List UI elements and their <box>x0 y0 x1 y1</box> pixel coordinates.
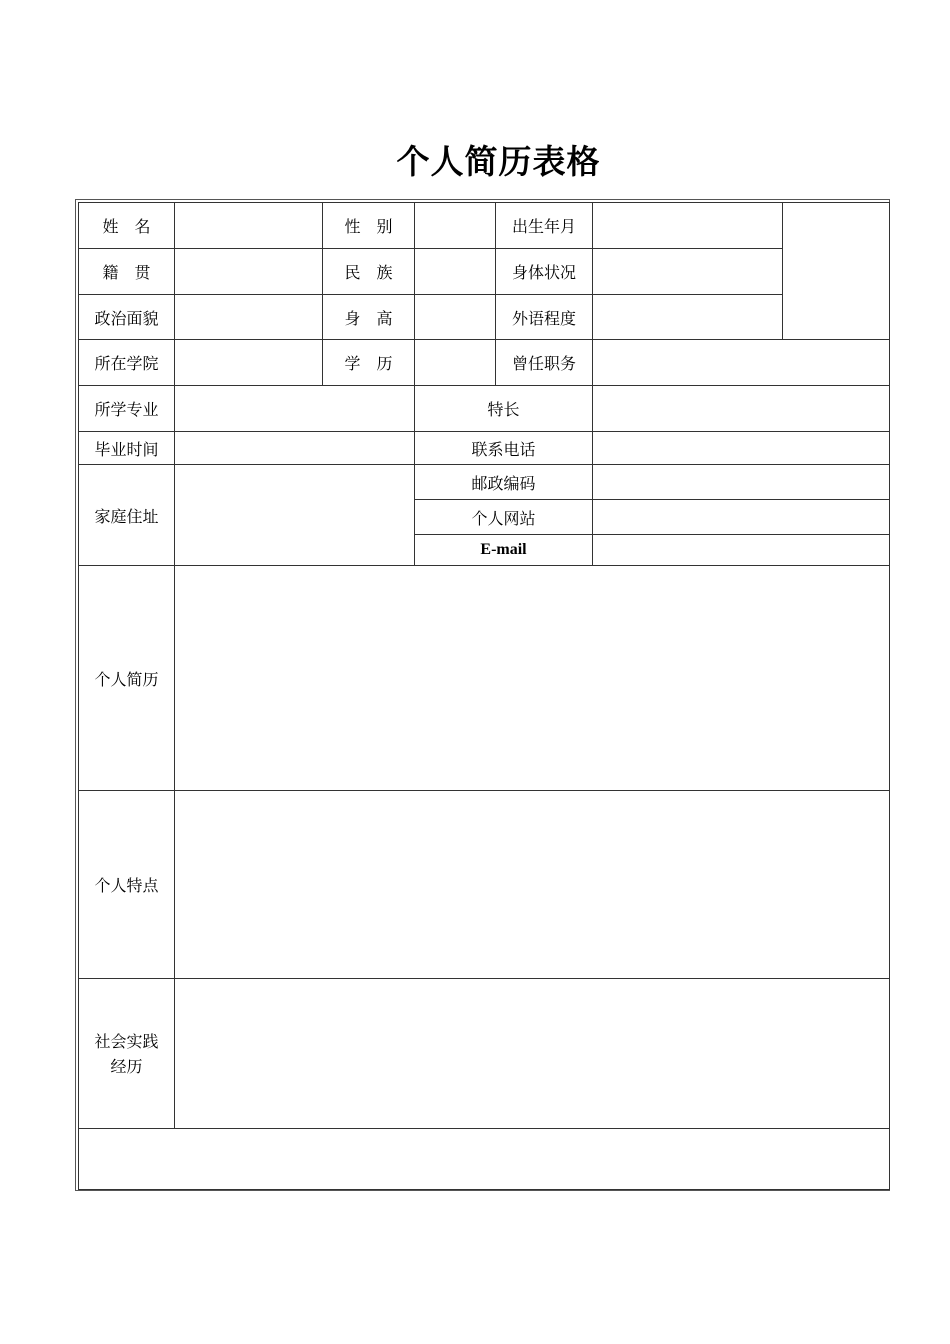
email-field[interactable] <box>593 535 890 566</box>
name-label: 姓 名 <box>79 203 175 249</box>
former-position-label: 曾任职务 <box>496 340 593 386</box>
traits-field[interactable] <box>175 791 890 979</box>
traits-label: 个人特点 <box>79 791 175 979</box>
specialty-label: 特长 <box>415 386 593 432</box>
home-address-field[interactable] <box>175 465 415 566</box>
gender-label: 性 别 <box>323 203 415 249</box>
former-position-field[interactable] <box>593 340 890 386</box>
native-place-field[interactable] <box>175 249 323 295</box>
page-title: 个人简历表格 <box>396 142 601 181</box>
resume-label: 个人简历 <box>79 566 175 791</box>
website-label: 个人网站 <box>415 500 593 535</box>
phone-field[interactable] <box>593 432 890 465</box>
education-field[interactable] <box>415 340 496 386</box>
college-field[interactable] <box>175 340 323 386</box>
health-label: 身体状况 <box>496 249 593 295</box>
email-label: E-mail <box>415 535 593 566</box>
social-practice-field[interactable] <box>175 979 890 1129</box>
political-status-field[interactable] <box>175 295 323 340</box>
postcode-field[interactable] <box>593 465 890 500</box>
birth-field[interactable] <box>593 203 783 249</box>
footer-blank-row[interactable] <box>79 1129 890 1190</box>
foreign-language-field[interactable] <box>593 295 783 340</box>
photo-area[interactable] <box>783 203 890 340</box>
ethnicity-label: 民 族 <box>323 249 415 295</box>
native-place-label: 籍 贯 <box>79 249 175 295</box>
health-field[interactable] <box>593 249 783 295</box>
height-field[interactable] <box>415 295 496 340</box>
name-field[interactable] <box>175 203 323 249</box>
birth-label: 出生年月 <box>496 203 593 249</box>
website-field[interactable] <box>593 500 890 535</box>
social-practice-label: 社会实践经历 <box>79 979 175 1129</box>
graduation-time-field[interactable] <box>175 432 415 465</box>
height-label: 身 高 <box>323 295 415 340</box>
resume-form-table <box>78 202 890 1190</box>
major-label: 所学专业 <box>79 386 175 432</box>
resume-field[interactable] <box>175 566 890 791</box>
education-label: 学 历 <box>323 340 415 386</box>
college-label: 所在学院 <box>79 340 175 386</box>
political-status-label: 政治面貌 <box>79 295 175 340</box>
ethnicity-field[interactable] <box>415 249 496 295</box>
foreign-language-label: 外语程度 <box>496 295 593 340</box>
home-address-label: 家庭住址 <box>79 465 175 566</box>
gender-field[interactable] <box>415 203 496 249</box>
graduation-time-label: 毕业时间 <box>79 432 175 465</box>
specialty-field[interactable] <box>593 386 890 432</box>
postcode-label: 邮政编码 <box>415 465 593 500</box>
phone-label: 联系电话 <box>415 432 593 465</box>
major-field[interactable] <box>175 386 415 432</box>
